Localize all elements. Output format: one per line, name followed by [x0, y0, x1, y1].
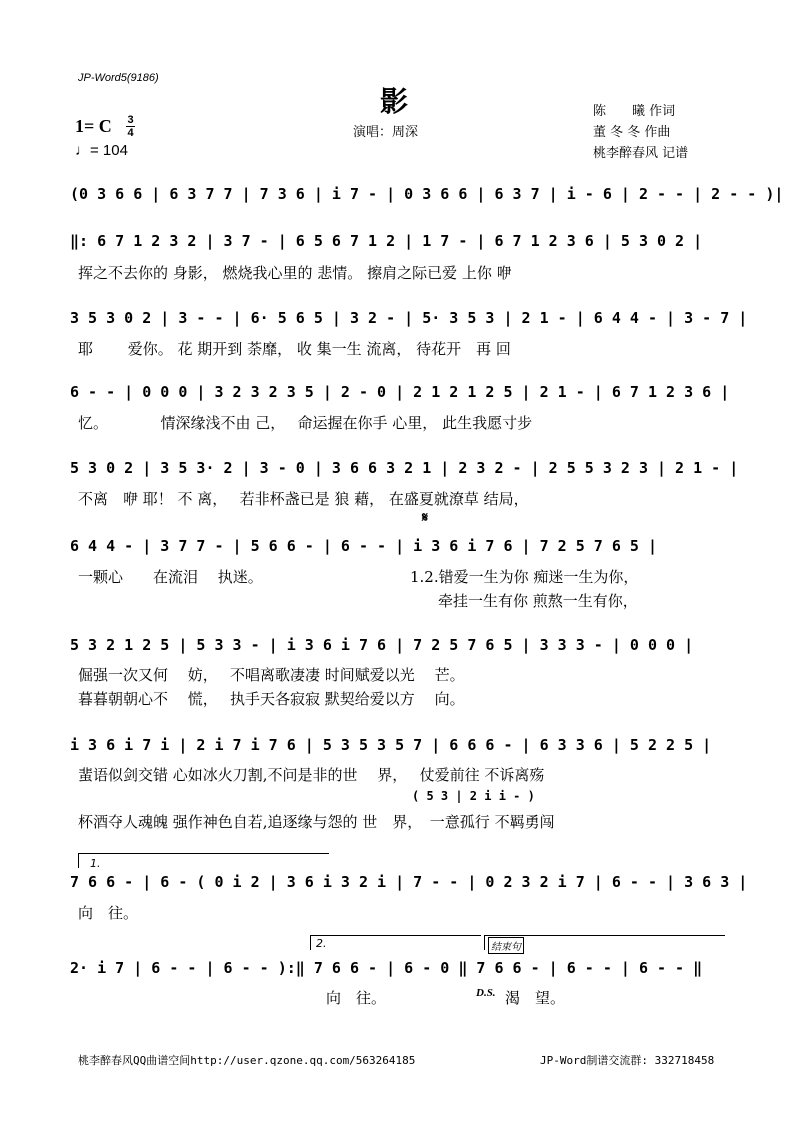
footer-source-link[interactable]: 桃李醉春风QQ曲谱空间http://user.qzone.qq.com/563264185: [78, 1054, 416, 1067]
coda-label: 结束句: [488, 937, 524, 954]
lyric-line-1: 挥之不去你的 身影， 燃烧我心里的 悲情。 擦肩之际已爱 上你 咿: [78, 264, 512, 282]
lyric-line-5c: 牵挂一生有你 煎熬一生有你，: [438, 592, 638, 610]
song-title: 影: [380, 85, 409, 118]
lyric-line-6a: 倔强一次又何 妨， 不唱离歌凄凄 时间赋爱以光 芒。: [78, 666, 465, 684]
key-signature: 1= C: [75, 116, 112, 136]
lyric-line-2: 耶 爱你。 花 期开到 荼靡， 收 集一生 流离， 待花开 再 回: [78, 340, 511, 358]
transcriber-credit: 桃李醉春风 记谱: [593, 146, 689, 161]
lyric-line-9: 向 往。: [326, 989, 387, 1007]
ending-2-label: 2.: [316, 937, 327, 950]
staff-line-0: (0 3 6 6 | 6 3 7 7 | 7 3 6 | i 7 - | 0 3 6 6 | 6 3 7 | i - 6 | 2 - - | 2 - - )|: [70, 185, 784, 203]
lyric-line-8: 向 往。: [78, 904, 139, 922]
lyricist-credit: 陈 曦 作词: [593, 104, 676, 119]
lyric-line-7b: 杯酒夺人魂魄 强作神色自若,追逐缘与怨的 世 界， 一意孤行 不羁勇闯: [78, 813, 555, 831]
tempo-marking: ♩= 104: [75, 142, 128, 159]
staff-line-8: 7 6 6 - | 6 - ( 0 i 2 | 3 6 i 3 2 i | 7 - - | 0 2 3 2 i 7 | 6 - - | 3 6 3 |: [70, 873, 748, 891]
ending-2-bracket: [310, 935, 481, 950]
lyric-line-5b: 1.2.错爱一生为你 痴迷一生为你，: [410, 568, 639, 586]
lyric-line-4: 不离 咿 耶！ 不 离， 若非杯盏已是 狼 藉， 在盛夏就潦草 结局，: [78, 490, 529, 508]
lyric-line-3: 忆。 情深缘浅不由 己， 命运握在你手 心里， 此生我愿寸步: [78, 414, 533, 432]
ending-1-bracket: [78, 853, 329, 868]
lyric-line-7a: 蜚语似剑交错 心如冰火刀割,不问是非的世 界， 仗爱前往 不诉离殇: [78, 766, 545, 784]
staff-line-1: ‖: 6 7 1 2 3 2 | 3 7 - | 6 5 6 7 1 2 | 1 7 - | 6 7 1 2 3 6 | 5 3 0 2 |: [70, 232, 703, 250]
staff-line-3: 6 - - | 0 0 0 | 3 2 3 2 3 5 | 2 - 0 | 2 1 2 1 2 5 | 2 1 - | 6 7 1 2 3 6 |: [70, 383, 730, 401]
time-signature-top: 3: [127, 114, 134, 126]
composer-credit: 董 冬 冬 作曲: [593, 125, 671, 140]
staff-line-6: 5 3 2 1 2 5 | 5 3 3 - | i 3 6 i 7 6 | 7 2 5 7 6 5 | 3 3 3 - | 0 0 0 |: [70, 636, 694, 654]
da-segno-mark: D.S.: [476, 987, 496, 999]
staff-line-2: 3 5 3 0 2 | 3 - - | 6· 5 6 5 | 3 2 - | 5· 3 5 3 | 2 1 - | 6 4 4 - | 3 - 7 |: [70, 309, 748, 327]
time-signature: [126, 115, 135, 138]
software-label: JP-Word5(9186): [78, 72, 159, 84]
ending-1-label: 1.: [90, 857, 101, 870]
staff-line-7: i 3 6 i 7 i | 2 i 7 i 7 6 | 5 3 5 3 5 7 | 6 6 6 - | 6 3 3 6 | 5 2 2 5 |: [70, 736, 712, 754]
staff-line-4: 5 3 0 2 | 3 5 3· 2 | 3 - 0 | 3 6 6 3 2 1 | 2 3 2 - | 2 5 5 3 2 3 | 2 1 - |: [70, 459, 739, 477]
footer-group-info: JP-Word制谱交流群: 332718458: [540, 1054, 715, 1067]
instrumental-fill: ( 5 3 | 2 i i - ): [412, 789, 535, 803]
lyric-line-6b: 暮暮朝朝心不 慌， 执手天各寂寂 默契给爱以方 向。: [78, 690, 465, 708]
lyric-line-5: 一颗心 在流泪 执迷。: [78, 568, 263, 586]
lyric-line-9b: 渴 望。: [505, 989, 566, 1007]
segno-sign: 𝄋: [422, 510, 429, 526]
time-signature-bottom: 4: [127, 127, 134, 139]
staff-line-5: 6 4 4 - | 3 7 7 - | 5 6 6 - | 6 - - | i 3 6 i 7 6 | 7 2 5 7 6 5 |: [70, 537, 657, 555]
staff-line-9: 2· i 7 | 6 - - | 6 - - ):‖ 7 6 6 - | 6 - 0 ‖ 7 6 6 - | 6 - - | 6 - - ‖: [70, 959, 703, 977]
singer-label: 演唱：周深: [353, 125, 419, 140]
